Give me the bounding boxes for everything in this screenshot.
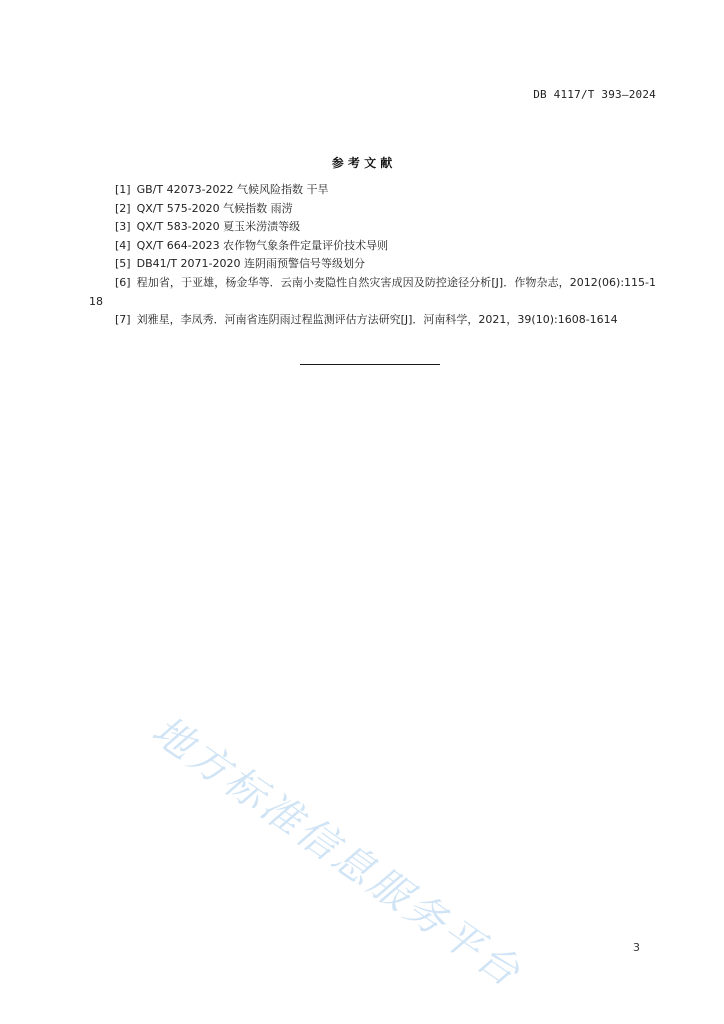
reference-text: QX/T 664-2023 农作物气象条件定量评价技术导则	[136, 238, 389, 252]
reference-item	[89, 274, 656, 311]
reference-list	[89, 181, 656, 330]
references-heading: 参 考 文 献	[331, 156, 393, 170]
reference-text: 程加省，于亚雄，杨金华等．云南小麦隐性自然灾害成因及防控途径分析[J]．作物杂志，2012(06):115-118	[89, 275, 656, 308]
reference-number: [3]	[115, 220, 131, 234]
reference-text: DB41/T 2071-2020 连阴雨预警信号等级划分	[136, 257, 365, 271]
reference-number: [1]	[115, 183, 131, 196]
watermark: 地方标准信息服务平台	[143, 707, 531, 998]
reference-item	[89, 311, 656, 330]
reference-number: [5]	[115, 257, 131, 271]
reference-item	[89, 200, 656, 219]
page-number: 3	[633, 941, 640, 954]
reference-number: [7]	[115, 313, 131, 327]
standard-code: DB 4117/T 393—2024	[533, 88, 656, 101]
reference-text: QX/T 575-2020 气候指数 雨涝	[136, 201, 293, 215]
reference-item	[89, 255, 656, 274]
reference-number: [6]	[115, 275, 131, 289]
reference-text: QX/T 583-2020 夏玉米涝渍等级	[136, 220, 301, 234]
reference-number: [2]	[115, 201, 131, 215]
reference-text: 刘雅星，李凤秀．河南省连阴雨过程监测评估方法研究[J]．河南科学，2021，39(10):1608-1614	[136, 313, 618, 327]
reference-number: [4]	[115, 238, 131, 252]
reference-text: GB/T 42073-2022 气候风险指数 干旱	[136, 183, 329, 196]
reference-item	[89, 237, 656, 256]
reference-item	[89, 218, 656, 237]
reference-item	[89, 181, 656, 200]
end-of-document-rule	[300, 364, 440, 365]
